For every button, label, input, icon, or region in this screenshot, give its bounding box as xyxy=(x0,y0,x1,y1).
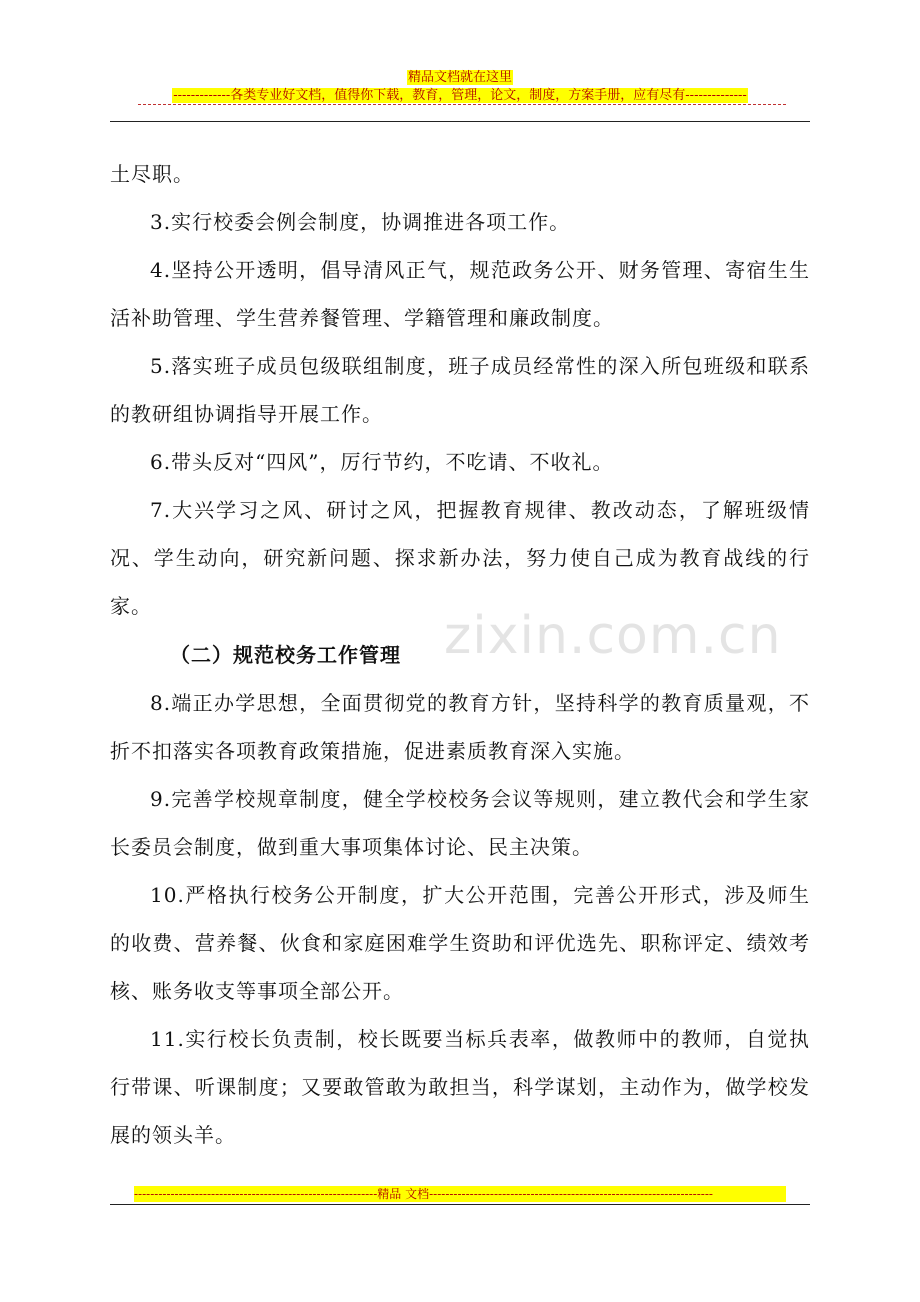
paragraph-continuation: 土尽职。 xyxy=(110,162,194,186)
header-dashed-divider xyxy=(138,104,786,105)
section-heading: （二）规范校务工作管理 xyxy=(170,643,401,667)
document-body xyxy=(110,150,810,1159)
paragraph-item-3: 3.实行校委会例会制度，协调推进各项工作。 xyxy=(150,210,571,234)
header-rule xyxy=(110,121,810,122)
paragraph-item-8: 8.端正办学思想，全面贯彻党的教育方针，坚持科学的教育质量观，不折不扣落实各项教育政策措施，促进素质教育深入实施。 xyxy=(110,691,810,763)
paragraph-item-7: 7.大兴学习之风、研讨之风，把握教育规律、教改动态，了解班级情况、学生动向，研究新问题、探求新办法，努力使自己成为教育战线的行家。 xyxy=(110,498,810,618)
paragraph-item-4: 4.坚持公开透明，倡导清风正气，规范政务公开、财务管理、寄宿生生活补助管理、学生营养餐管理、学籍管理和廉政制度。 xyxy=(110,258,810,330)
footer-banner: ------------------------------------------------------------精品 文档---------------------------------------------------------------------- xyxy=(134,1186,786,1202)
header-slogan: -------------各类专业好文档，值得你下载，教育，管理，论文，制度，方案手册，应有尽有-------------- xyxy=(173,88,747,103)
paragraph-item-11: 11.实行校长负责制，校长既要当标兵表率，做教师中的教师，自觉执行带课、听课制度；又要敢管敢为敢担当，科学谋划，主动作为，做学校发展的领头羊。 xyxy=(110,1027,810,1147)
paragraph-item-5: 5.落实班子成员包级联组制度，班子成员经常性的深入所包班级和联系的教研组协调指导开展工作。 xyxy=(110,354,810,426)
paragraph-item-9: 9.完善学校规章制度，健全学校校务会议等规则，建立教代会和学生家长委员会制度，做到重大事项集体讨论、民主决策。 xyxy=(110,787,810,859)
header-title: 精品文档就在这里 xyxy=(407,70,512,85)
paragraph-item-6: 6.带头反对“四风”，厉行节约，不吃请、不收礼。 xyxy=(150,450,614,474)
footer-rule xyxy=(110,1204,810,1205)
paragraph-item-10: 10.严格执行校务公开制度，扩大公开范围，完善公开形式，涉及师生的收费、营养餐、伙食和家庭困难学生资助和评优选先、职称评定、绩效考核、账务收支等事项全部公开。 xyxy=(110,883,810,1003)
watermark: zixin.com.cn xyxy=(444,606,782,666)
